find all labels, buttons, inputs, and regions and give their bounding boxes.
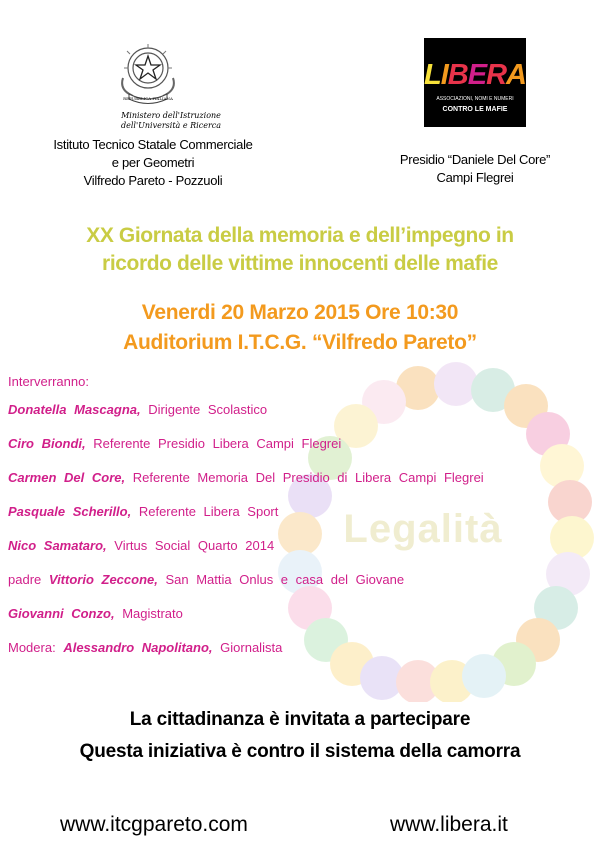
school-website-link[interactable]: www.itcgpareto.com	[60, 813, 248, 836]
speaker-role: Virtus Social Quarto 2014	[114, 538, 275, 553]
school-name	[28, 136, 278, 190]
speaker-role: Magistrato	[122, 606, 183, 621]
presidio-name	[370, 151, 580, 187]
ministry-line-2: dell'Università e Ricerca	[120, 121, 222, 130]
interventi-label: Interverranno:	[8, 374, 89, 389]
speaker-name: Ciro Biondi,	[8, 436, 86, 451]
speaker-role: Dirigente Scolastico	[148, 402, 268, 417]
emblem-ribbon-text: REPUBBLICA ITALIANA	[123, 96, 173, 101]
school-line-2: e per Geometri	[111, 155, 195, 170]
speaker-prefix: padre	[8, 572, 49, 587]
event-date: Venerdi 20 Marzo 2015 Ore 10:30	[141, 301, 459, 324]
speaker-name: Carmen Del Core,	[8, 470, 126, 485]
speaker-row	[8, 572, 404, 587]
event-venue: Auditorium I.T.C.G. “Vilfredo Pareto”	[123, 331, 477, 354]
moderator-name: Alessandro Napolitano,	[63, 640, 213, 655]
event-title-line-2: ricordo delle vittime innocenti delle mafie	[102, 252, 498, 275]
event-details	[0, 298, 600, 358]
moderator-label: Modera:	[8, 640, 56, 655]
event-title	[0, 222, 600, 278]
presidio-line-2: Campi Flegrei	[436, 170, 514, 185]
libera-logo-subtitle: ASSOCIAZIONI, NOMI E NUMERI	[436, 96, 514, 102]
ministry-line-1: Ministero dell'Istruzione	[121, 111, 221, 120]
speaker-row	[8, 436, 341, 451]
speaker-name: Nico Samataro,	[8, 538, 107, 553]
ministry-text	[96, 111, 246, 131]
speaker-role: San Mattia Onlus e casa del Giovane	[165, 572, 405, 587]
libera-logo-word: LIBERA	[424, 59, 526, 91]
speaker-name: Vittorio Zeccone,	[48, 572, 158, 587]
speaker-name: Pasquale Scherillo,	[8, 504, 132, 519]
libera-logo-tagline: CONTRO LE MAFIE	[442, 106, 508, 113]
speaker-row	[8, 504, 278, 519]
speaker-name: Giovanni Conzo,	[8, 606, 115, 621]
moderator-role: Giornalista	[220, 640, 283, 655]
moderator-row	[8, 640, 282, 655]
speaker-row	[8, 606, 183, 621]
italian-republic-emblem	[115, 38, 181, 106]
closing-line-2: Questa iniziativa è contro il sistema della camorra	[79, 741, 521, 762]
speaker-row	[8, 538, 274, 553]
speaker-role: Referente Memoria Del Presidio di Libera Campi Flegrei	[132, 470, 484, 485]
presidio-line-1: Presidio “Daniele Del Core”	[399, 152, 551, 167]
speaker-row	[8, 402, 267, 417]
closing-message	[0, 704, 600, 768]
closing-line-1: La cittadinanza è invitata a partecipare	[129, 709, 471, 730]
event-title-line-1: XX Giornata della memoria e dell’impegno in	[86, 224, 514, 247]
speaker-name: Donatella Mascagna,	[8, 402, 141, 417]
libera-logo	[424, 38, 526, 127]
speaker-role: Referente Presidio Libera Campi Flegrei	[93, 436, 342, 451]
speaker-role: Referente Libera Sport	[138, 504, 279, 519]
school-line-1: Istituto Tecnico Statale Commerciale	[53, 137, 253, 152]
libera-website-link[interactable]: www.libera.it	[390, 813, 508, 836]
legalita-watermark: Legalità	[343, 507, 503, 551]
school-line-3: Vilfredo Pareto - Pozzuoli	[83, 173, 223, 188]
speaker-row	[8, 470, 484, 485]
